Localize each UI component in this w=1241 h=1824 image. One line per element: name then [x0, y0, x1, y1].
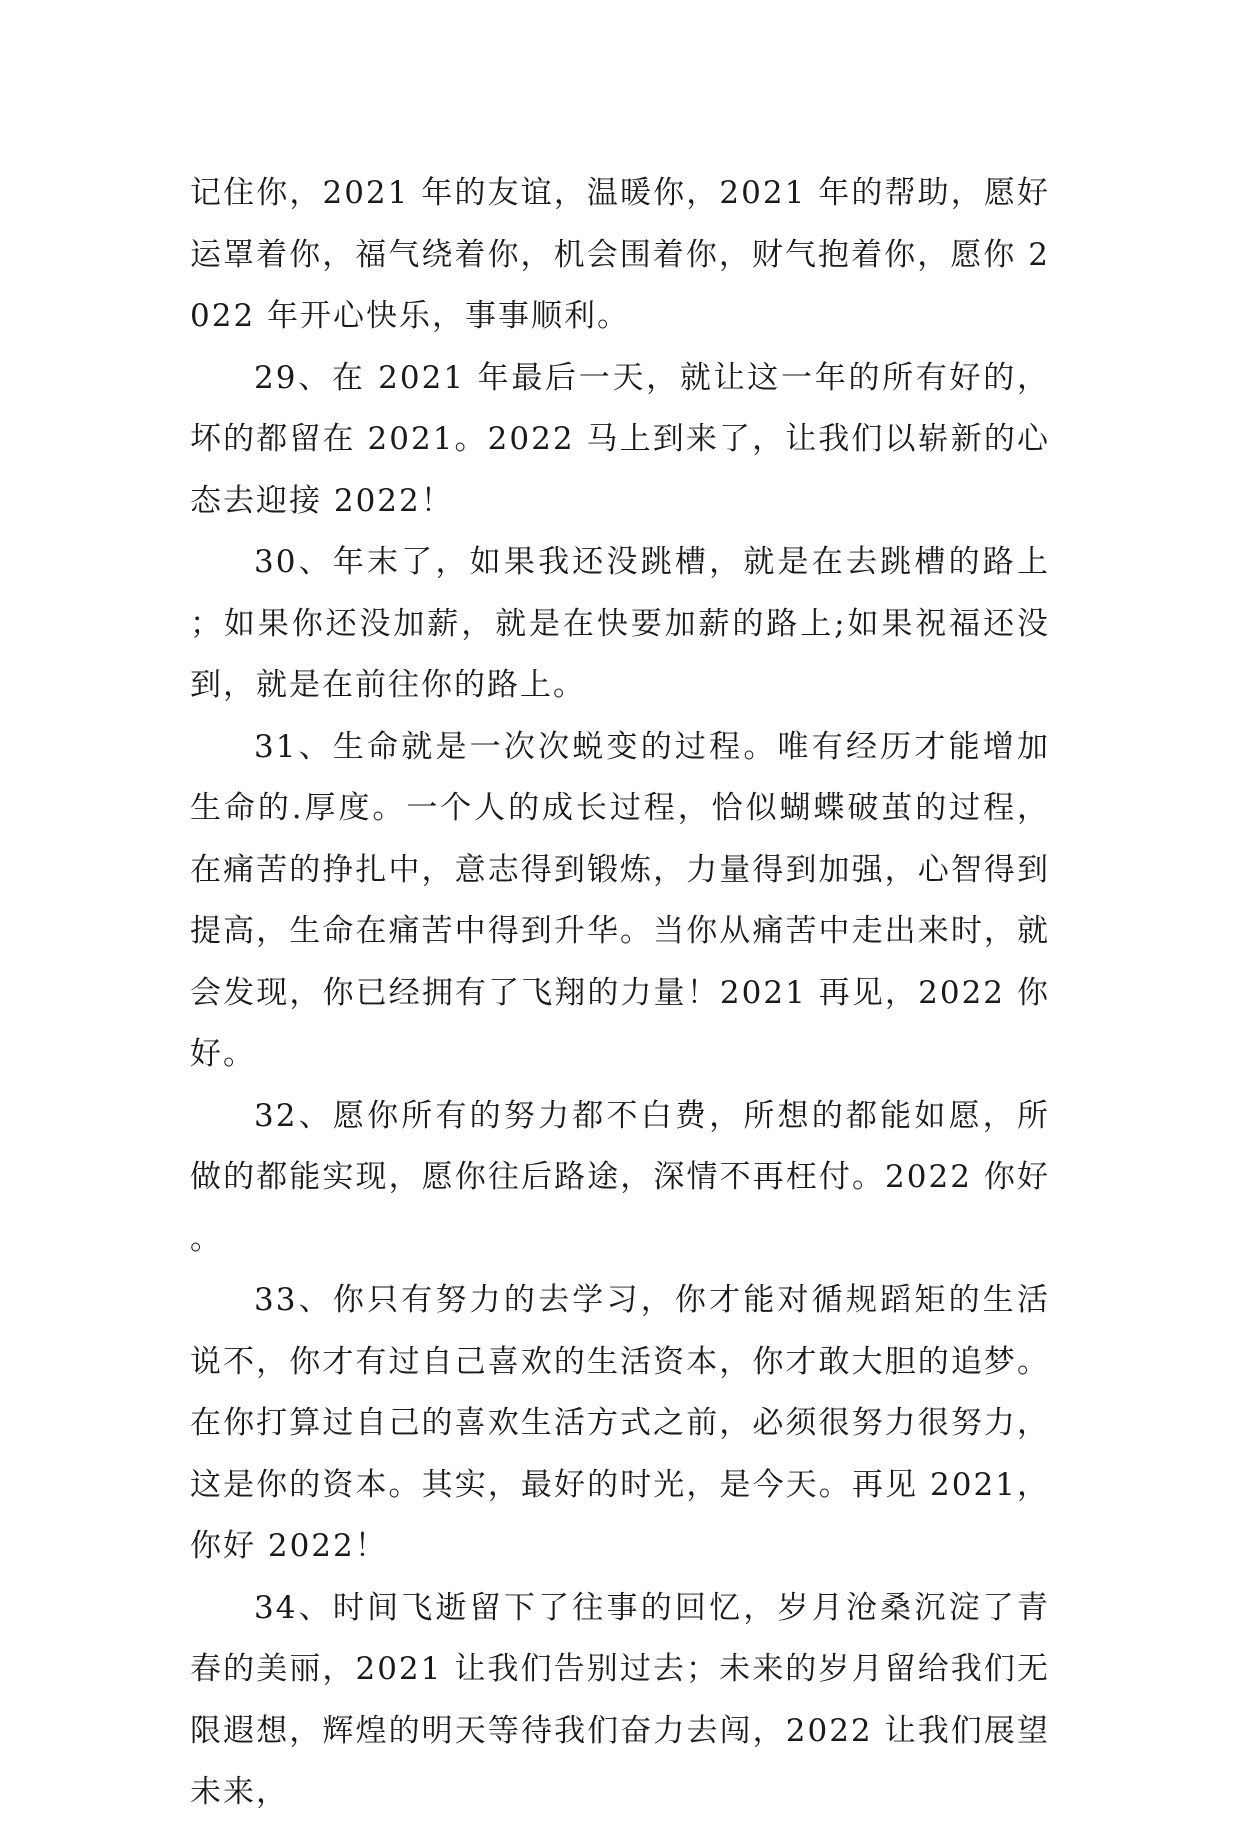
paragraph-item-31: 31、生命就是一次次蜕变的过程。唯有经历才能增加生命的.厚度。一个人的成长过程，恰似蝴蝶破茧的过程，在痛苦的挣扎中，意志得到锻炼，力量得到加强，心智得到提高，生命在痛苦中得到升华。当你从痛苦中走出来时，就会发现，你已经拥有了飞翔的力量！2021 再见，2022 你好。	[190, 728, 1050, 1072]
paragraph-item-34: 34、时间飞逝留下了往事的回忆，岁月沧桑沉淀了青春的美丽，2021 让我们告别过去；未来的岁月留给我们无限遐想，辉煌的明天等待我们奋力去闯，2022 让我们展望未来，	[190, 1589, 1050, 1810]
paragraph-item-29: 29、在 2021 年最后一天，就让这一年的所有好的，坏的都留在 2021。2022 马上到来了，让我们以崭新的心态去迎接 2022！	[190, 359, 1050, 519]
paragraph-item-32: 32、愿你所有的努力都不白费，所想的都能如愿，所做的都能实现，愿你往后路途，深情不再枉付。2022 你好。	[190, 1097, 1050, 1257]
paragraph-item-30: 30、年末了，如果我还没跳槽，就是在去跳槽的路上；如果你还没加薪，就是在快要加薪的路上;如果祝福还没到，就是在前往你的路上。	[190, 544, 1050, 703]
paragraph-continuation: 记住你，2021 年的友谊，温暖你，2021 年的帮助，愿好运罩着你，福气绕着你，机会围着你，财气抱着你，愿你 2022 年开心快乐，事事顺利。	[190, 175, 1050, 334]
document-body	[190, 163, 1050, 1824]
paragraph-item-33: 33、你只有努力的去学习，你才能对循规蹈矩的生活说不，你才有过自己喜欢的生活资本，你才敢大胆的追梦。在你打算过自己的喜欢生活方式之前，必须很努力很努力，这是你的资本。其实，最好的时光，是今天。再见 2021，你好 2022！	[190, 1282, 1050, 1564]
